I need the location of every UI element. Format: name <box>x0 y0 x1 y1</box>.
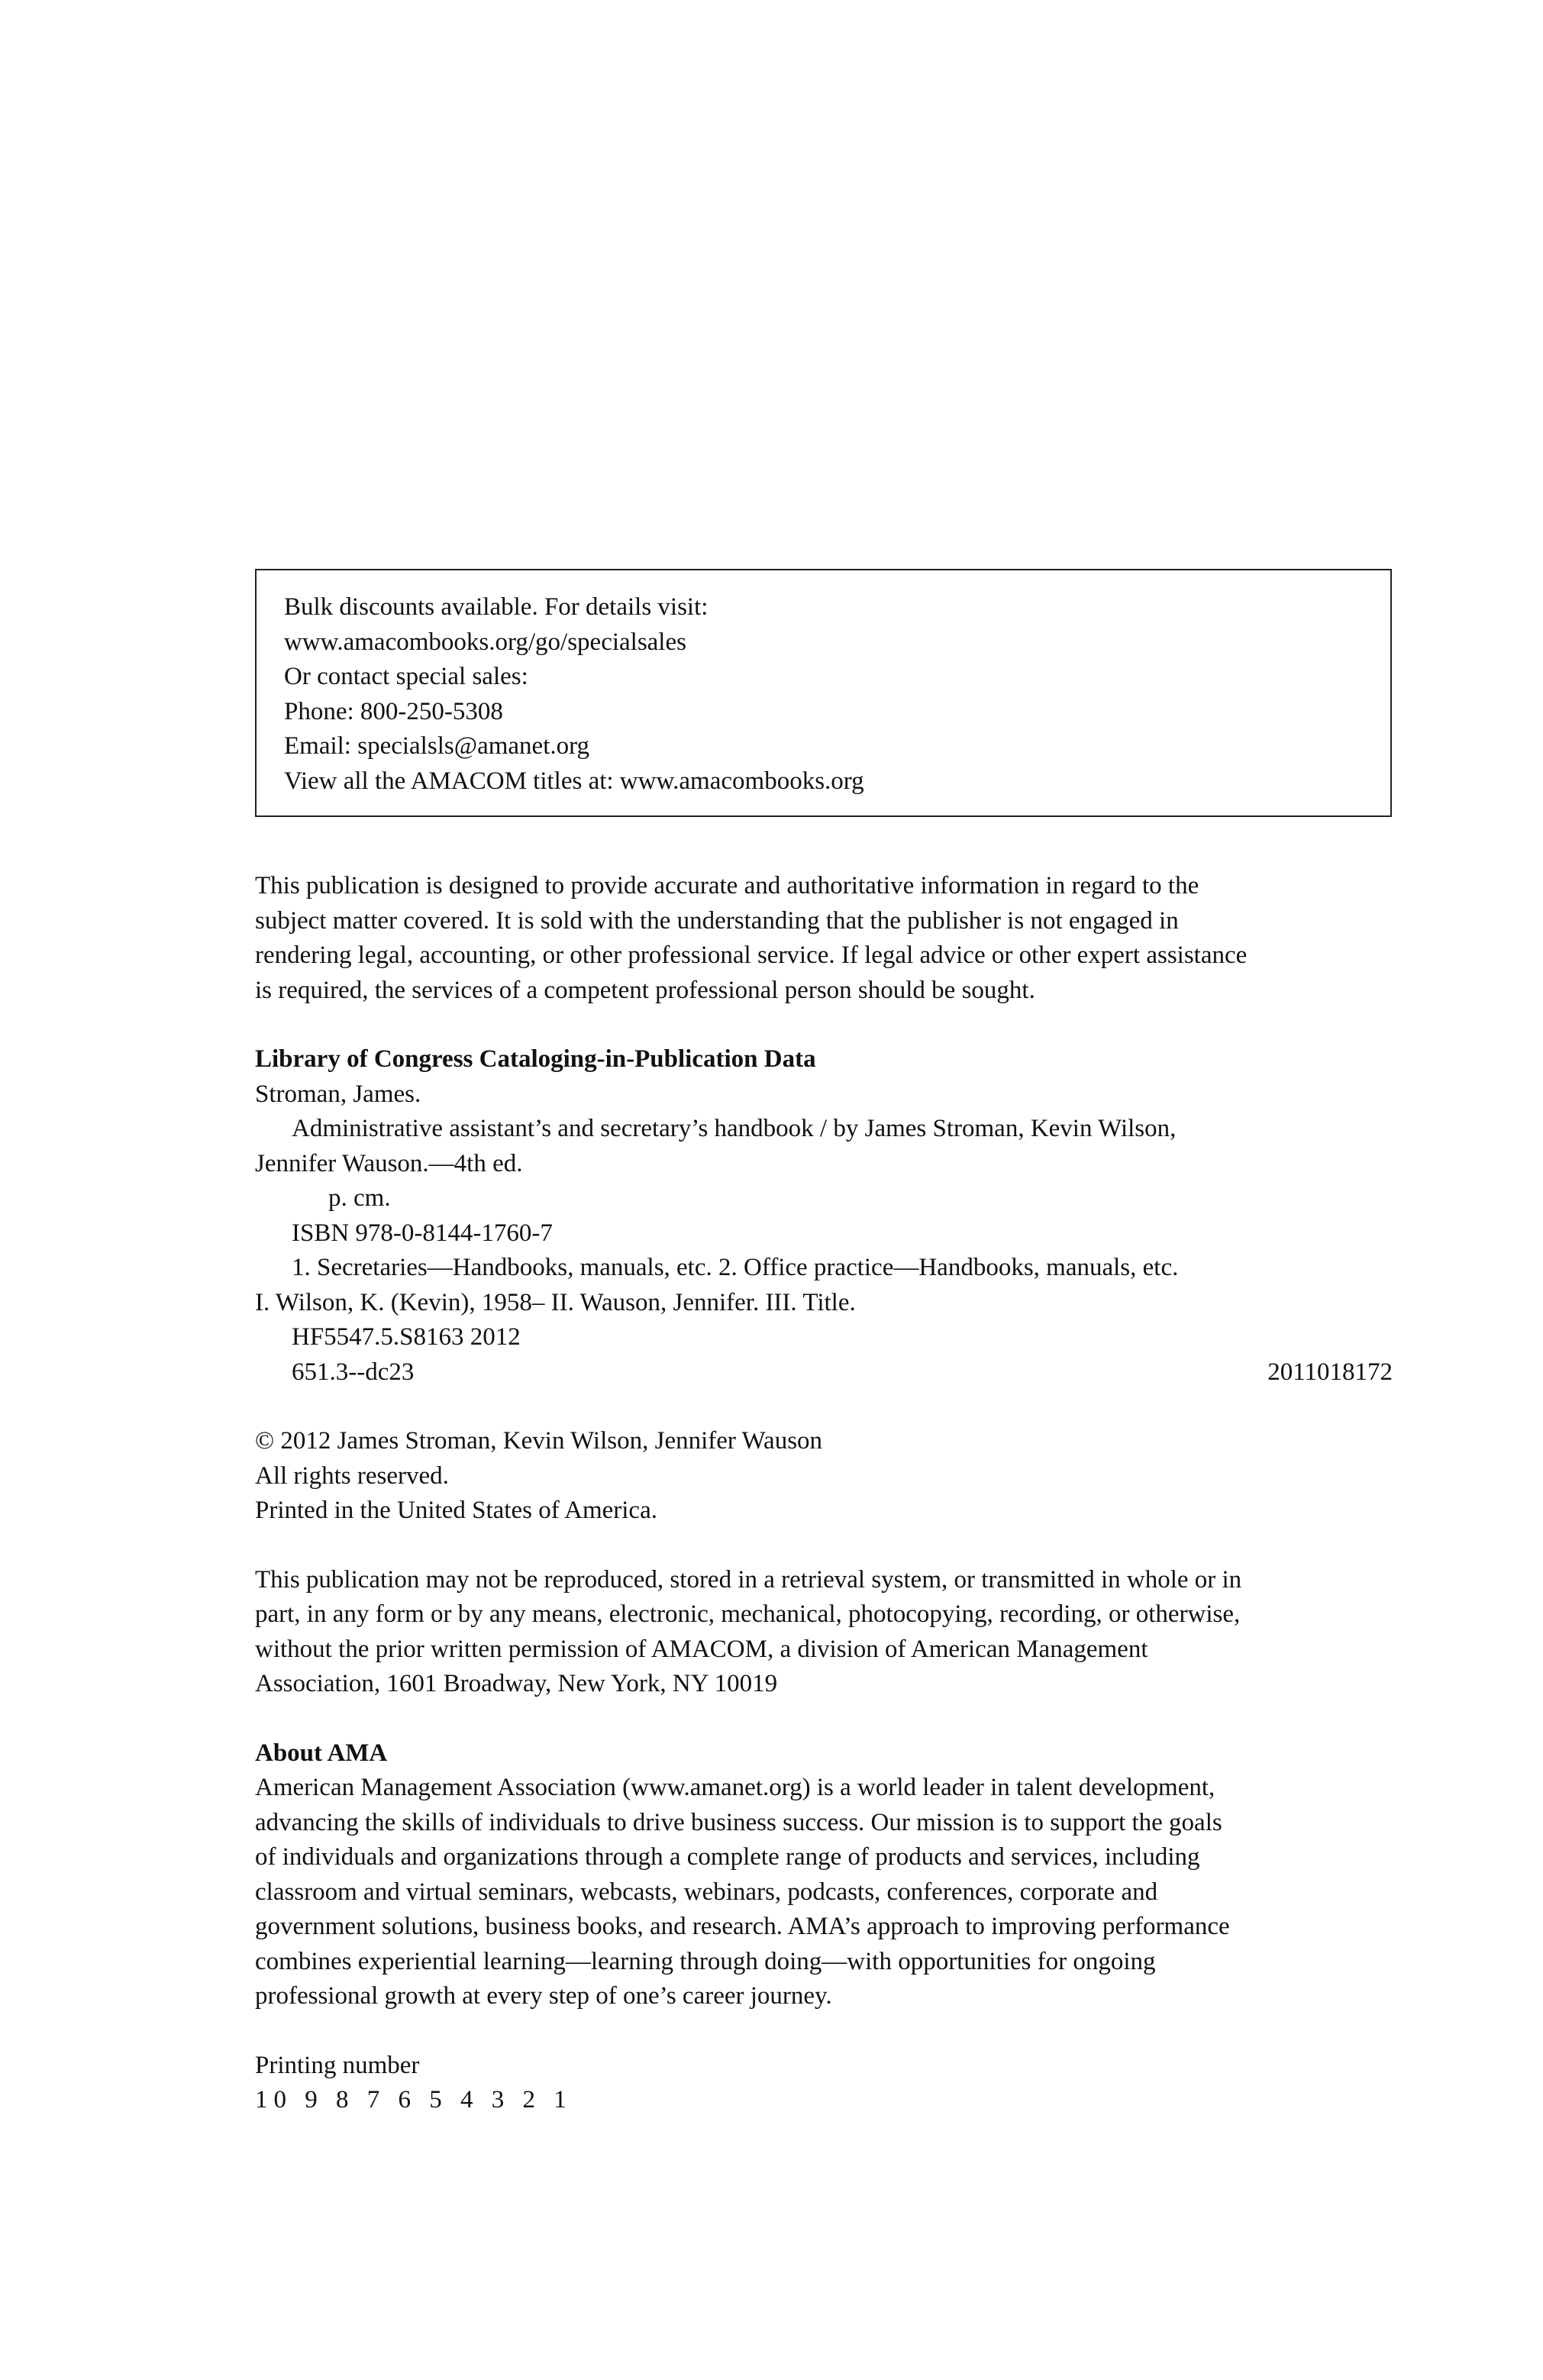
catalog-lccn: 2011018172 <box>1267 1358 1393 1386</box>
rights-line: All rights reserved. <box>255 1461 449 1490</box>
catalog-dewey: 651.3--dc23 <box>292 1358 415 1386</box>
disclaimer-line: is required, the services of a competent professional person should be sought. <box>255 976 1035 1004</box>
catalog-pages: p. cm. <box>328 1184 391 1212</box>
catalog-classification-row <box>255 1355 1393 1390</box>
disclaimer-line: rendering legal, accounting, or other professional service. If legal advice or other expert assistance <box>255 941 1248 969</box>
sales-line: Bulk discounts available. For details visit: <box>284 593 709 621</box>
copyright-line: © 2012 James Stroman, Kevin Wilson, Jennifer Wauson <box>255 1427 823 1455</box>
printed-line: Printed in the United States of America. <box>255 1497 657 1524</box>
disclaimer-line: This publication is designed to provide accurate and authoritative information in regard to the <box>255 872 1199 899</box>
cataloging-data <box>255 1042 1393 1390</box>
about-line: classroom and virtual seminars, webcasts, webinars, podcasts, conferences, corporate and <box>255 1878 1158 1906</box>
about-line: combines experiential learning—learning through doing—with opportunities for ongoing <box>255 1947 1156 1975</box>
catalog-isbn: ISBN 978-0-8144-1760-7 <box>292 1219 553 1247</box>
sales-line: Or contact special sales: <box>284 663 528 690</box>
printing-number: 10 9 8 7 6 5 4 3 2 1 <box>255 2086 573 2114</box>
about-heading: About AMA <box>255 1739 388 1767</box>
catalog-title-continued: Jennifer Wauson.—4th ed. <box>255 1149 523 1177</box>
catalog-author: Stroman, James. <box>255 1080 421 1108</box>
about-line: government solutions, business books, and research. AMA’s approach to improving performance <box>255 1913 1230 1940</box>
sales-titles-line: View all the AMACOM titles at: www.amacombooks.org <box>284 767 864 795</box>
catalog-heading: Library of Congress Cataloging-in-Publication Data <box>255 1045 816 1073</box>
page-content <box>255 569 1393 2118</box>
about-line: advancing the skills of individuals to drive business success. Our mission is to support the goals <box>255 1808 1222 1836</box>
printing-number-block <box>255 2049 1393 2118</box>
catalog-title: Administrative assistant’s and secretary’s handbook / by James Stroman, Kevin Wilson, <box>292 1115 1177 1142</box>
reproduction-line: part, in any form or by any means, electronic, mechanical, photocopying, recording, or otherwise, <box>255 1600 1241 1628</box>
catalog-subjects-continued: I. Wilson, K. (Kevin), 1958– II. Wauson, Jennifer. III. Title. <box>255 1288 856 1316</box>
sales-email: Email: specialsls@amanet.org <box>284 732 590 760</box>
reproduction-line: without the prior written permission of AMACOM, a division of American Management <box>255 1635 1148 1663</box>
special-sales-box <box>255 569 1392 817</box>
disclaimer-paragraph <box>255 869 1393 1008</box>
sales-phone: Phone: 800-250-5308 <box>284 697 503 725</box>
reproduction-line: This publication may not be reproduced, stored in a retrieval system, or transmitted in whole or in <box>255 1565 1242 1594</box>
catalog-lc-class: HF5547.5.S8163 2012 <box>292 1323 521 1351</box>
about-line: professional growth at every step of one’s career journey. <box>255 1982 832 2010</box>
sales-link-line: www.amacombooks.org/go/specialsales <box>284 628 686 656</box>
about-line: American Management Association (www.amanet.org) is a world leader in talent development, <box>255 1774 1215 1801</box>
catalog-subjects: 1. Secretaries—Handbooks, manuals, etc. 2. Office practice—Handbooks, manuals, etc. <box>292 1254 1179 1281</box>
reproduction-line: Association, 1601 Broadway, New York, NY 10019 <box>255 1670 778 1697</box>
printing-number-label: Printing number <box>255 2051 420 2079</box>
copyright-block <box>255 1424 1393 1529</box>
about-line: of individuals and organizations through a complete range of products and services, including <box>255 1843 1200 1871</box>
about-ama-section <box>255 1736 1393 2014</box>
disclaimer-line: subject matter covered. It is sold with the understanding that the publisher is not engaged in <box>255 906 1179 935</box>
reproduction-notice <box>255 1563 1393 1702</box>
